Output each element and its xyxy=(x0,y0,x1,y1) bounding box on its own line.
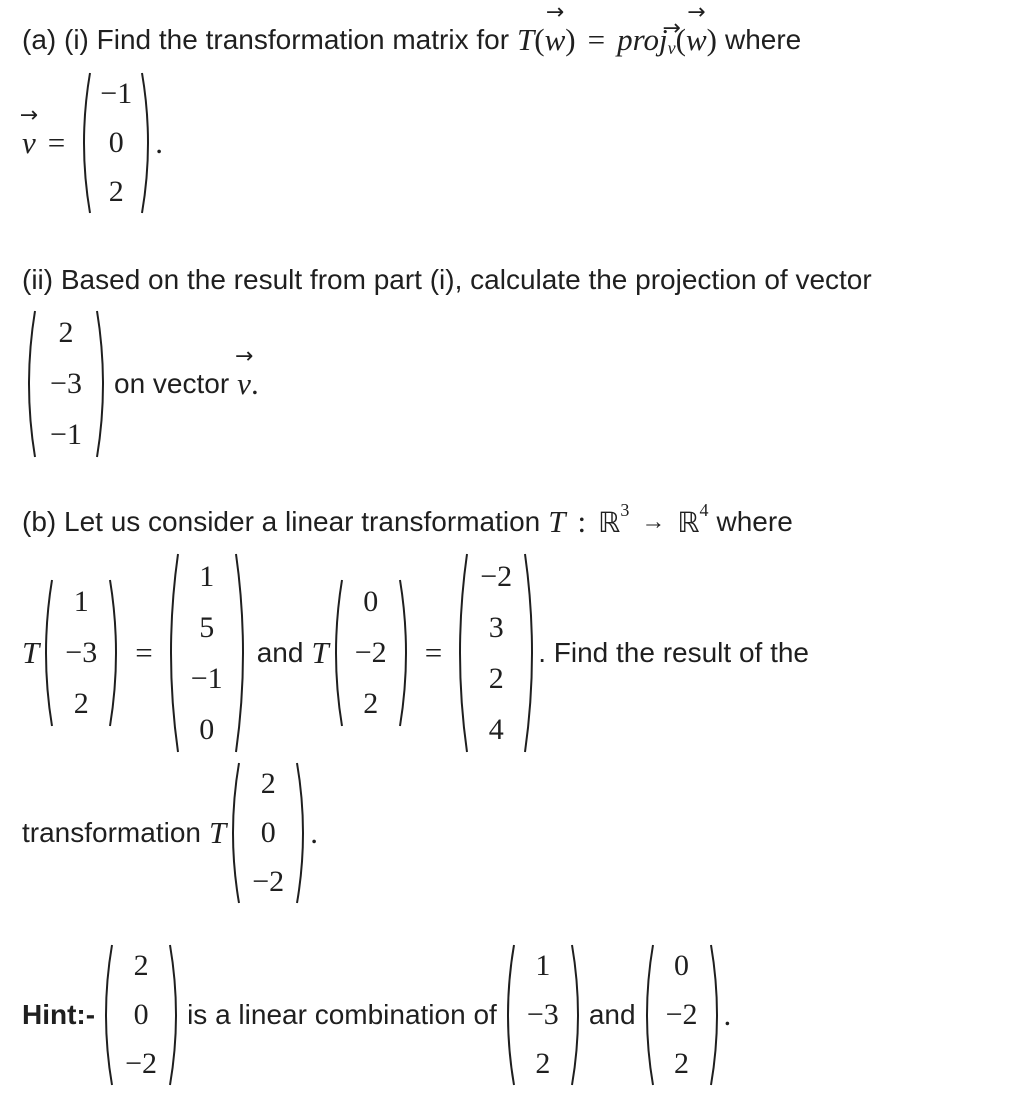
maps-to-arrow: → xyxy=(641,508,666,535)
right-paren-icon xyxy=(94,308,110,460)
vector-entry: −1 xyxy=(50,417,82,451)
left-paren-icon xyxy=(501,942,517,1088)
vector-entry: 2 xyxy=(260,767,276,801)
equals-sign: = xyxy=(135,635,153,670)
and-text: and xyxy=(588,999,636,1030)
vector-w: → w xyxy=(545,22,566,58)
vector-entry: 4 xyxy=(488,712,504,746)
v-definition xyxy=(22,68,163,218)
right-paren-icon xyxy=(569,942,585,1088)
right-paren-icon xyxy=(167,942,183,1088)
vector-entry: 0 xyxy=(199,712,215,746)
v-period: . xyxy=(155,125,163,160)
period: . xyxy=(723,997,732,1032)
equals-sign: = xyxy=(587,22,606,57)
vector-entry: −2 xyxy=(354,635,387,669)
vector-entry: 5 xyxy=(199,610,215,644)
left-paren-icon xyxy=(640,942,656,1088)
target-vector xyxy=(226,760,310,906)
right-paren-icon xyxy=(522,551,538,755)
v-vector-entry: 0 xyxy=(108,125,124,159)
left-paren-icon xyxy=(99,942,115,1088)
transform-T: T xyxy=(548,504,566,539)
part-a-ii-text: (ii) Based on the result from part (i), calculate the projection of vector xyxy=(22,264,872,295)
part-b-intro-line xyxy=(22,500,793,544)
vector-entry: 1 xyxy=(199,559,215,593)
transform-T-2: T xyxy=(311,635,329,670)
vector-entry: 2 xyxy=(488,661,504,695)
vector-entry: −3 xyxy=(526,997,559,1031)
transform-T: T xyxy=(517,22,535,57)
vector-entry: 2 xyxy=(535,1046,551,1080)
part-a-ii-vector-line xyxy=(22,306,259,462)
hint-vec-a xyxy=(501,942,585,1088)
colon: : xyxy=(577,504,587,539)
v-vector-entry: −1 xyxy=(100,77,133,111)
vector-entry: 2 xyxy=(73,686,89,720)
vector-entry: 0 xyxy=(674,949,690,983)
vector-entry: 1 xyxy=(535,949,551,983)
eq1-input-vector xyxy=(39,577,123,729)
vector-entry: −3 xyxy=(65,635,98,669)
part-b-equations xyxy=(22,550,809,756)
vector-entry: −2 xyxy=(665,997,698,1031)
where-text: where xyxy=(724,24,802,55)
lparen-2: ( xyxy=(675,22,686,57)
vector-entry: −2 xyxy=(125,1046,158,1080)
left-paren-icon xyxy=(226,760,242,906)
part-b-intro: (b) Let us consider a linear transformation xyxy=(22,506,541,537)
proj-operator: proj xyxy=(617,22,668,57)
vector-entry: −2 xyxy=(252,864,285,898)
codomain-exponent: 4 xyxy=(699,499,709,520)
right-paren-icon xyxy=(708,942,724,1088)
real-space-symbol-2: ℝ xyxy=(677,505,700,539)
left-paren-icon xyxy=(454,551,470,755)
find-result-text: . Find the result of the xyxy=(538,637,809,668)
part-a-i-line xyxy=(22,18,801,62)
hint-line xyxy=(22,940,731,1090)
hint-mid-text: is a linear combination of xyxy=(187,999,497,1030)
vector-entry: 3 xyxy=(488,610,504,644)
vector-entry: 2 xyxy=(363,686,379,720)
left-paren-icon xyxy=(22,308,38,460)
v-label: → v xyxy=(22,125,36,161)
right-paren-icon xyxy=(294,760,310,906)
eq1-output-vector xyxy=(165,551,249,755)
left-paren-icon xyxy=(39,577,55,729)
rparen-2: ) xyxy=(706,22,717,57)
left-paren-icon xyxy=(77,70,93,216)
vector-entry: 2 xyxy=(58,316,74,350)
right-paren-icon xyxy=(397,577,413,729)
vector-entry: 0 xyxy=(363,585,379,619)
right-paren-icon xyxy=(233,551,249,755)
vector-entry: 2 xyxy=(674,1046,690,1080)
period: . xyxy=(250,366,259,401)
domain-exponent: 3 xyxy=(620,499,630,520)
transformation-text: transformation xyxy=(22,817,201,848)
hint-target-vector xyxy=(99,942,183,1088)
hint-label: Hint:- xyxy=(22,999,96,1030)
vector-entry: 0 xyxy=(133,997,149,1031)
right-paren-icon xyxy=(139,70,155,216)
vector-entry: 0 xyxy=(260,815,276,849)
equals-sign-2: = xyxy=(424,635,443,670)
proj-subscript-v: → v xyxy=(668,38,676,59)
transform-T: T xyxy=(22,635,40,670)
where-text: where xyxy=(716,506,793,537)
vector-entry: −1 xyxy=(190,661,223,695)
transform-T: T xyxy=(208,815,227,850)
left-paren-icon xyxy=(329,577,345,729)
eq2-output-vector xyxy=(454,551,538,755)
on-vector-text: on vector xyxy=(114,368,230,399)
lparen: ( xyxy=(534,22,545,57)
vector-entry: 2 xyxy=(133,949,149,983)
v-vector-entry: 2 xyxy=(108,174,124,208)
real-space-symbol: ℝ xyxy=(598,505,621,539)
part-a-ii-line xyxy=(22,260,872,300)
vector-entry: 1 xyxy=(73,585,89,619)
v-symbol: → v xyxy=(237,366,251,402)
eq2-input-vector xyxy=(329,577,413,729)
and-text: and xyxy=(256,637,304,668)
period: . xyxy=(310,815,318,850)
part-a-i-prefix: (a) (i) Find the transformation matrix for xyxy=(22,24,510,55)
hint-vec-b xyxy=(640,942,724,1088)
rparen: ) xyxy=(565,22,576,57)
part-b-target-line xyxy=(22,758,318,908)
v-vector xyxy=(77,70,155,216)
v-equals: = xyxy=(47,125,66,160)
right-paren-icon xyxy=(107,577,123,729)
vector-entry: −2 xyxy=(480,559,513,593)
vector-w-2: → w xyxy=(686,22,707,58)
left-paren-icon xyxy=(165,551,181,755)
projection-input-vector xyxy=(22,308,110,460)
vector-entry: −3 xyxy=(50,366,82,400)
